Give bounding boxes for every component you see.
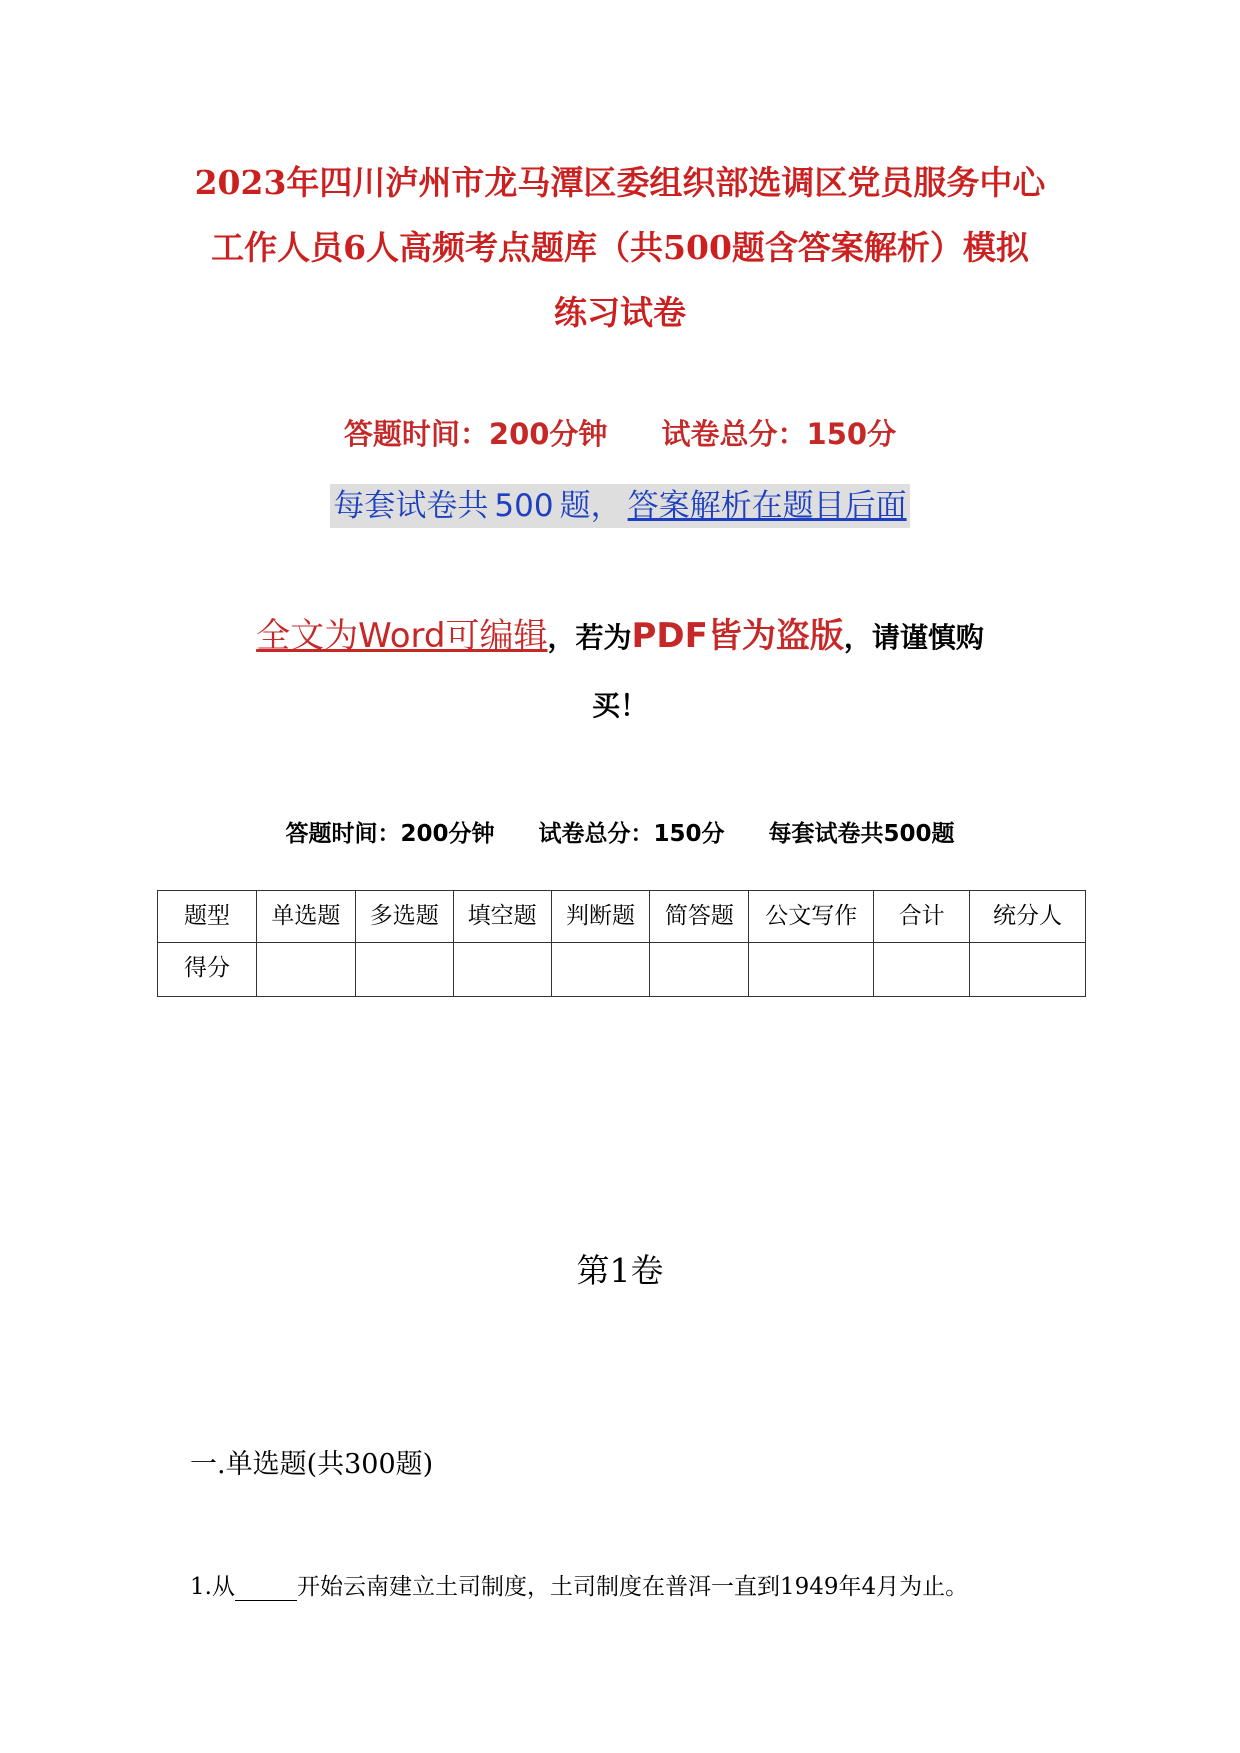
title-line-3: 练习试卷 — [554, 293, 686, 332]
score-cell[interactable] — [453, 943, 551, 997]
highlight-line — [0, 480, 1240, 525]
header-cell: 判断题 — [551, 891, 650, 943]
score-row-label: 得分 — [158, 943, 257, 997]
exam-score-red: 试卷总分：150分 — [661, 417, 897, 451]
header-cell: 合计 — [874, 891, 970, 943]
score-cell[interactable] — [256, 943, 355, 997]
title-line-1: 2023年四川泸州市龙马潭区委组织部选调区党员服务中心 — [194, 163, 1046, 202]
answer-link[interactable]: 答案解析在题目后面 — [625, 484, 910, 528]
notice-part-5: 买！ — [591, 689, 648, 722]
exam-time-red: 答题时间：200分钟 — [343, 417, 608, 451]
highlight-part-3: 题， — [557, 484, 625, 528]
score-cell[interactable] — [355, 943, 453, 997]
score-table-score-row — [158, 943, 1086, 997]
question-1-suffix: 开始云南建立土司制度，土司制度在普洱一直到1949年4月为止。 — [296, 1574, 969, 1600]
notice-part-4: ，请谨慎购 — [843, 621, 984, 654]
question-1-prefix: 1.从 — [190, 1574, 235, 1600]
highlight-part-1: 每套试卷共 — [330, 484, 491, 528]
question-1 — [190, 1568, 968, 1601]
header-cell: 多选题 — [355, 891, 453, 943]
score-cell[interactable] — [650, 943, 749, 997]
header-cell: 单选题 — [256, 891, 355, 943]
header-cell: 统分人 — [970, 891, 1086, 943]
header-cell: 简答题 — [650, 891, 749, 943]
exam-score-black: 试卷总分：150分 — [538, 821, 725, 847]
score-table — [157, 890, 1086, 997]
header-cell: 填空题 — [453, 891, 551, 943]
volume-title: 第1卷 — [576, 1251, 664, 1290]
exam-time-black: 答题时间：200分钟 — [285, 821, 495, 847]
score-cell[interactable] — [749, 943, 874, 997]
header-cell: 题型 — [158, 891, 257, 943]
highlight-part-2: 500 — [491, 484, 556, 528]
exam-count-black: 每套试卷共500题 — [768, 821, 955, 847]
exam-info-black — [0, 815, 1240, 848]
score-cell[interactable] — [874, 943, 970, 997]
score-cell[interactable] — [551, 943, 650, 997]
answer-blank[interactable] — [235, 1578, 297, 1601]
header-cell: 公文写作 — [749, 891, 874, 943]
piracy-notice — [200, 603, 1040, 739]
section-title: 一.单选题(共300题) — [190, 1449, 434, 1480]
score-cell[interactable] — [970, 943, 1086, 997]
notice-editable: 全文为Word可编辑 — [256, 616, 548, 656]
document-title — [150, 150, 1090, 345]
title-line-2: 工作人员6人高频考点题库（共500题含答案解析）模拟 — [211, 228, 1029, 267]
exam-info-red — [0, 412, 1240, 453]
notice-pdf: PDF皆为盗版 — [631, 616, 844, 656]
score-table-header-row — [158, 891, 1086, 943]
notice-part-2: ，若为 — [547, 621, 632, 654]
